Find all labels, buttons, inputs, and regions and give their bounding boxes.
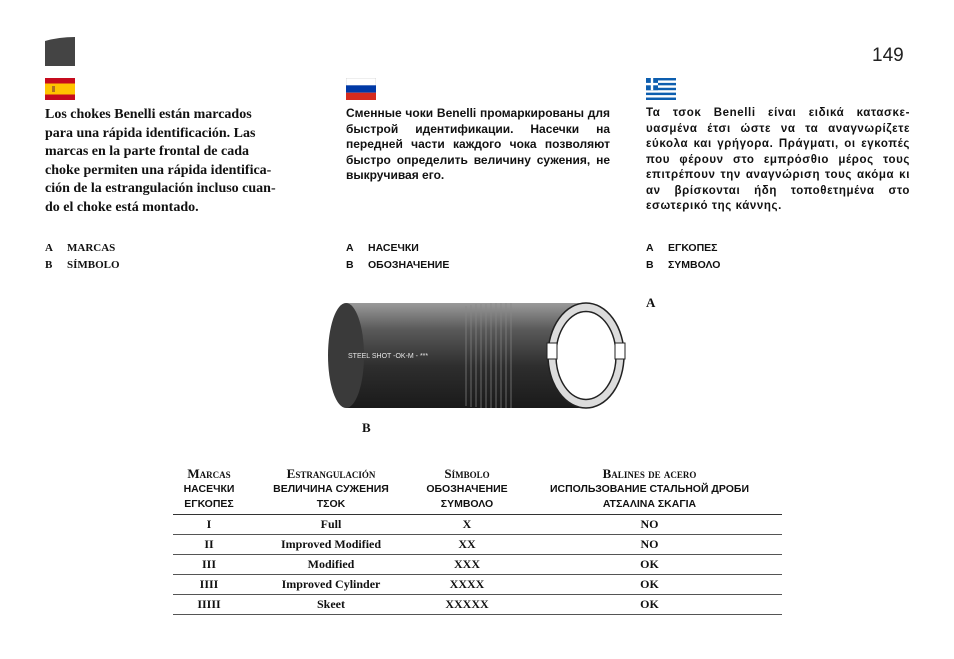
column-header: Símbolo ОБОЗНАЧЕНИЕ ΣΥΜΒΟΛΟ [426, 466, 508, 510]
table-row: III Modified XXX OK [173, 555, 782, 575]
russia-flag-icon [346, 78, 376, 100]
spain-flag-icon [45, 78, 75, 100]
text-line: para una rápida identificación. Las [45, 125, 256, 141]
column-header: Estrangulación ВЕЛИЧИНА СУЖЕНИЯ ΤΣΟΚ [273, 466, 389, 510]
column-header: Marcas НАСЕЧКИ ΕΓΚΟΠΕΣ [183, 466, 235, 510]
russian-paragraph: Сменные чоки Benelli промаркированы для быстрой идентификации. Насечки на передней части каждого чока позволяют быстро определить величину сужения, не выкручивая его. [346, 106, 610, 182]
legend-item: B ОБОЗНАЧЕНИЕ [346, 258, 450, 271]
text-line: marcas en la parte frontal de cada [45, 144, 250, 159]
choke-engraving: STEEL SHOT -OK-M - *** [348, 353, 429, 360]
table-row: IIII Improved Cylinder XXXX OK [173, 575, 782, 595]
russian-legend [346, 240, 449, 273]
greek-paragraph: Τα τσοκ Benelli είναι ειδικά κατασκε-υασμένα έτσι ώστε να τα αναγνωρίζετε εύκολα και γρήγορα. Πράγματι, οι εγκοπές που φέρουν στο εμπρόσθιο μέρος τους επιτρέπουν την αναγνώριση τους ακόμα κι αν βρίσκονται ήδη τοποθετημένα στο εσωτερικό της κάννης. [646, 107, 910, 212]
table-header-row [173, 466, 782, 515]
text-line: ción de la estrangulación incluso cuan- [45, 181, 276, 196]
greek-legend [646, 240, 720, 273]
choke-table [173, 466, 782, 615]
figure-label-a: A [646, 295, 656, 310]
table-row: IIIII Skeet XXXXX OK [173, 595, 782, 615]
page-number: 149 [872, 45, 904, 66]
legend-item: B ΣΥΜΒΟΛΟ [646, 258, 721, 271]
text-line: choke permiten una rápida identifica- [45, 162, 272, 178]
table-row: II Improved Modified XX NO [173, 535, 782, 555]
text-line: do el choke está montado. [45, 199, 199, 215]
text-line: Los chokes Benelli están marcados [45, 107, 252, 122]
column-header: Balines de acero ИСПОЛЬЗОВАНИЕ СТАЛЬНОЙ ДРОБИ ΑΤΣΑΛΙΝΑ ΣΚΑΓΙΑ [549, 466, 750, 510]
choke-tube-illustration [316, 298, 646, 413]
brand-mark-icon [45, 37, 75, 66]
spanish-paragraph [45, 106, 309, 217]
legend-item: A НАСЕЧКИ [346, 242, 419, 254]
spanish-legend [45, 240, 120, 273]
legend-item: A MARCAS [45, 242, 116, 254]
legend-item: B SÍMBOLO [45, 258, 120, 271]
figure-label-b: B [362, 420, 371, 435]
table-row: I Full X NO [173, 515, 782, 535]
legend-item: A ΕΓΚΟΠΕΣ [646, 242, 718, 254]
greece-flag-icon [646, 78, 676, 100]
